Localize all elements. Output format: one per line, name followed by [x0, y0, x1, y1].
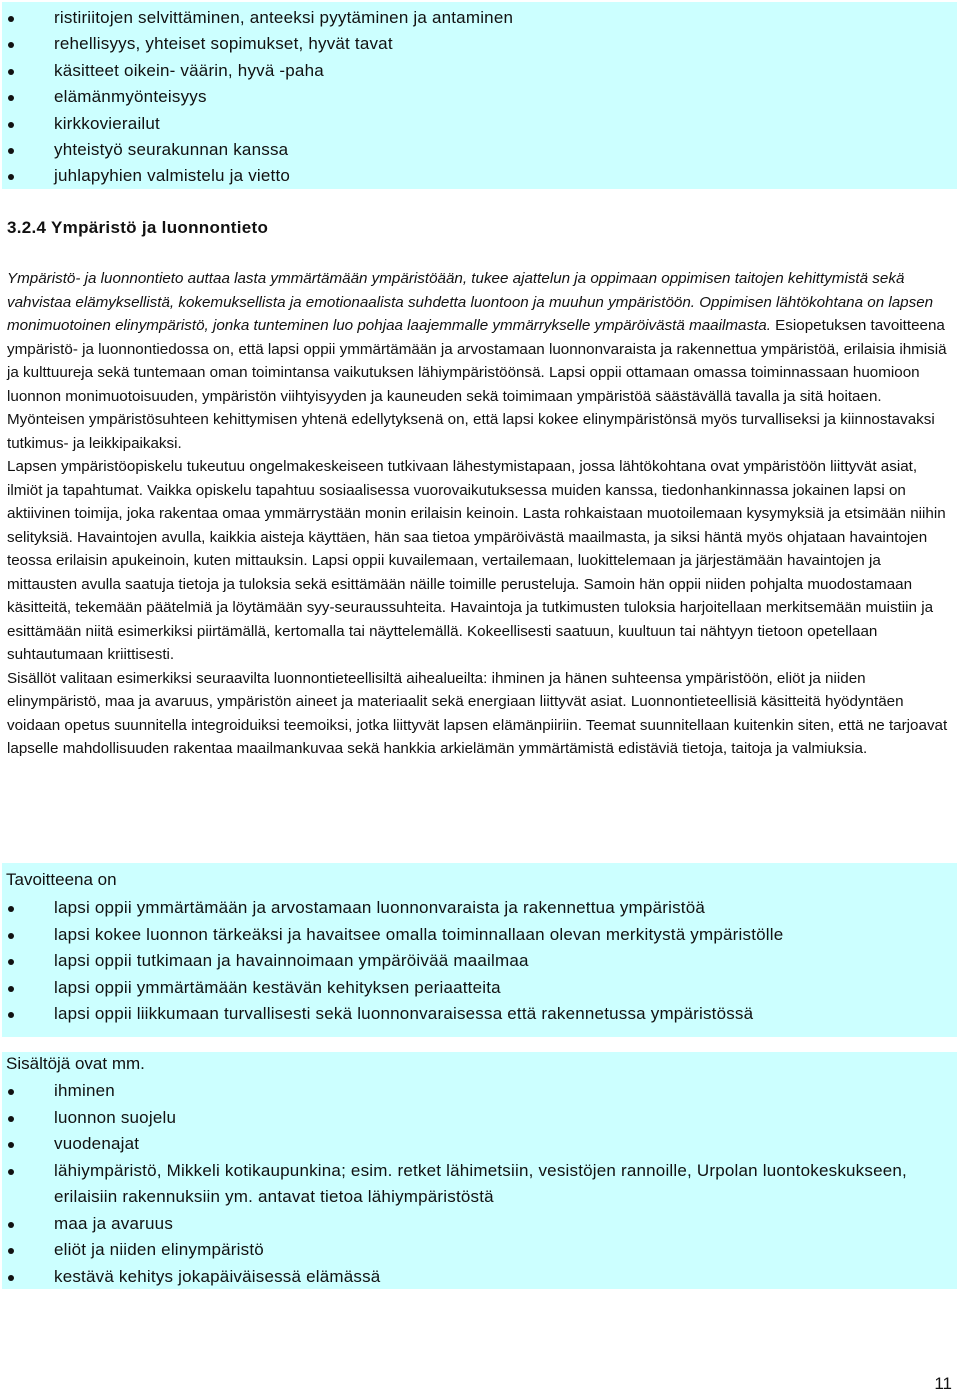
list-item [2, 1158, 952, 1211]
list-item-text: eliöt ja niiden elinympäristö [54, 1240, 264, 1259]
bullet-icon [8, 148, 14, 154]
list-item-text: rehellisyys, yhteiset sopimukset, hyvät tavat [54, 34, 393, 54]
paragraph-2 [7, 455, 955, 667]
bullet-icon [8, 1248, 14, 1254]
list-item-text: lapsi kokee luonnon tärkeäksi ja havaitsee omalla toiminnallaan olevan merkitystä ympäristölle [54, 924, 784, 944]
list-item-text: vuodenajat [54, 1134, 140, 1153]
bullet-icon [8, 174, 14, 180]
list-item [2, 58, 952, 84]
list-item-text: käsitteet oikein- väärin, hyvä -paha [54, 60, 324, 80]
bullet-icon [8, 1275, 14, 1281]
bullet-icon [8, 1012, 14, 1018]
list-item [2, 1211, 952, 1238]
list-item-text: ihminen [54, 1081, 115, 1100]
bullet-icon [8, 16, 14, 22]
bullet-icon [8, 122, 14, 128]
bullet-icon [8, 1089, 14, 1095]
list-item [2, 1264, 952, 1291]
page-number: 11 [934, 1374, 952, 1393]
paragraph-1-italic: Ympäristö- ja luonnontieto auttaa lasta ymmärtämään ympäristöään, tukee ajattelun ja oppimaan oppimisen taitojen kehittymistä sekä vahvistaa elämyksellistä, kokemuksellista ja emotionaalista suhdetta luontoon ja muuhun ympäristöön. Oppimisen lähtökohtana on lapsen monimuotoinen elinympäristö, jonka tunteminen luo pohjaa laajemmalle ymmärrykselle ympäröivästä maailmasta. [7, 270, 934, 334]
list-item [2, 895, 952, 922]
list-item-text: kirkkovierailut [54, 113, 160, 133]
contents-label: Sisältöjä ovat mm. [6, 1054, 145, 1073]
bullet-icon [8, 1222, 14, 1228]
bullet-icon [8, 42, 14, 48]
list-item [2, 975, 952, 1002]
list-item-text: lähiympäristö, Mikkeli kotikaupunkina; esim. retket lähimetsiin, vesistöjen rannoille, Urpolan luontokeskukseen, erilaisiin rakennuksiin ym. antavat tietoa lähiympäristöstä [54, 1160, 907, 1206]
list-item [2, 948, 952, 975]
list-item-text: juhlapyhien valmistelu ja vietto [54, 166, 291, 186]
list-item-text: lapsi oppii tutkimaan ja havainnoimaan ympäröivää maailmaa [54, 951, 529, 970]
list-item-text: elämänmyönteisyys [54, 87, 207, 107]
list-item [2, 1078, 952, 1105]
bullet-icon [8, 1116, 14, 1122]
list-item [2, 1131, 952, 1158]
paragraph-3-text: Sisällöt valitaan esimerkiksi seuraavilta luonnontieteellisiltä aihealueilta: ihminen ja hänen suhteensa ympäristöön, eliöt ja niiden elinympäristö, maa ja avaruus, ympäristön aineet ja materiaalit sekä energiaan liittyvät asiat. Luonnontieteellisiä käsitteitä hyödyntäen voidaan opetus suunnitella integroiduiksi teemoiksi, jotka liittyvät lapsen elämänpiiriin. Teemat suunnitellaan kuitenkin siten, että ne tarjoavat lapselle mahdollisuuden rakentaa maailmankuvaa sekä hankkia arkielämän ymmärtämistä edistäviä tietoja, taitoja ja valmiuksia. [7, 669, 948, 757]
bullet-icon [8, 1169, 14, 1175]
paragraph-2-text: Lapsen ympäristöopiskelu tukeutuu ongelmakeskeiseen tutkivaan lähestymistapaan, jossa lähtökohtana ovat ympäristöön liittyvät asiat, ilmiöt ja tapahtumat. Vaikka opiskelu tapahtuu sosiaalisessa vuorovaikutuksessa muiden kanssa, tiedonhankinnassa jokainen lapsi on aktiivinen toimija, joka rakentaa omaa ymmärrystään monin erilaisin keinoin. Lasta rohkaistaan muotoilemaan kysymyksiä ja etsimään niihin selityksiä. Havaintojen avulla, kaikkia aisteja käyttäen, hän saa tietoa ympäröivästä maailmasta, ja siksi häntä myös ohjataan havaintojen teossa erilaisin apukeinoin, kuten mittauksin. Lapsi oppii kuvailemaan, vertailemaan, luokittelemaan ja järjestämään havaintojen ja mittausten avulla saatuja tietoja ja tuloksia sekä esittämään näille toimille perusteluja. Samoin hän oppii niiden pohjalta muodostamaan käsitteitä, tekemään päätelmiä ja löytämään syy-seuraussuhteita. Havaintoja ja tutkimusten tuloksia harjoitellaan merkitsemään muistiin ja esittämään niitä esimerkiksi piirtämällä, kertomalla tai näyttelemällä. Kokeellisesti saatuun, kuultuun tai nähtyyn tietoon opetellaan suhtautumaan kriittisesti. [7, 458, 946, 663]
paragraph-1-text: Esiopetuksen tavoitteena ympäristö- ja luonnontiedossa on, että lapsi oppii ymmärtämään ja arvostamaan luonnonvaraista ja rakennettua ympäristöä, erilaisia ihmisiä ja kulttuureja sekä tuntemaan oman toimintansa vaikutuksen lähiympäristöönsä. Lapsi oppii ottamaan omassa toiminnassaan huomioon luonnon monimuotoisuuden, ympäristön viihtyisyyden ja kauneuden sekä toimimaan ympäristöä säästävällä tavalla ja sitä hoitaen. Myönteisen ympäristösuhteen kehittymisen yhtenä edellytyksenä on, että lapsi kokee elinympäristönsä myös turvalliseksi ja kiinnostavaksi tutkimus- ja leikkipaikaksi. [7, 317, 947, 452]
list-item [2, 31, 952, 57]
bullet-icon [8, 69, 14, 75]
list-item [2, 137, 952, 163]
bullet-icon [8, 986, 14, 992]
list-item-text: lapsi oppii ymmärtämään kestävän kehityksen periaatteita [54, 977, 501, 997]
list-item-text: kestävä kehitys jokapäiväisessä elämässä [54, 1266, 381, 1286]
bullet-icon [8, 933, 14, 939]
list-item [2, 163, 952, 189]
bullet-icon [8, 959, 14, 965]
list-item [2, 1237, 952, 1264]
section-heading: 3.2.4 Ympäristö ja luonnontieto [7, 218, 269, 237]
list-item-text: lapsi oppii ymmärtämään ja arvostamaan luonnonvaraista ja rakennettua ympäristöä [54, 898, 706, 917]
contents-list [2, 1078, 952, 1290]
bullet-icon [8, 1142, 14, 1148]
list-item [2, 5, 952, 31]
bullet-icon [8, 95, 14, 101]
section-body [7, 267, 955, 761]
list-item [2, 1105, 952, 1132]
list-item-text: maa ja avaruus [54, 1213, 174, 1233]
list-item [2, 922, 952, 949]
list-item-text: yhteistyö seurakunnan kanssa [54, 140, 289, 160]
list-item [2, 111, 952, 137]
paragraph-3 [7, 667, 955, 761]
list-item [2, 1001, 952, 1028]
top-bullet-list [2, 5, 952, 190]
list-item-text: lapsi oppii liikkumaan turvallisesti sekä luonnonvaraisessa että rakennetussa ympäristössä [54, 1004, 754, 1023]
list-item-text: luonnon suojelu [54, 1107, 177, 1127]
bullet-icon [8, 906, 14, 912]
list-item [2, 84, 952, 110]
goals-list [2, 895, 952, 1028]
list-item-text: ristiriitojen selvittäminen, anteeksi pyytäminen ja antaminen [54, 8, 514, 27]
paragraph-1 [7, 267, 955, 455]
goals-label: Tavoitteena on [6, 870, 117, 889]
